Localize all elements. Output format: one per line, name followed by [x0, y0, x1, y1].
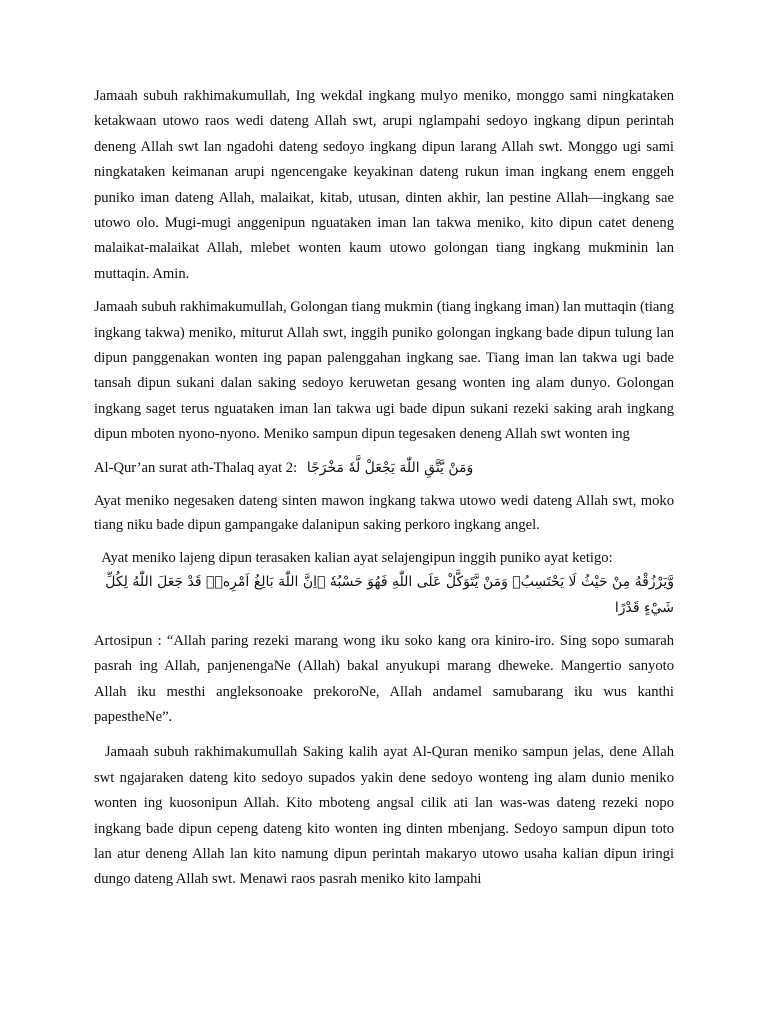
paragraph-closing-reflection: Jamaah subuh rakhimakumullah Saking kalih ayat Al-Quran meniko sampun jelas, dene Allah swt ngajaraken dateng kito sedoyo supados yakin dene sedoyo wonteng ing alam dunio meniko wonten ing kuosonipun Allah. Kito mboteng angsal cilik ati lan was-was dateng rezeki nopo ingkang bade dipun cepeng dateng kito wonten ing dinten mbenjang. Sedoyo sampun dipun toto lan atur deneng Allah lan kito namung dipun perintah makaryo utowo usaha kalian dipun iringi dungo dateng Allah swt. Menawi raos pasrah meniko kito lampahi [94, 744, 675, 888]
paragraph-third-verse [94, 547, 674, 621]
third-verse-intro: Ayat meniko lajeng dipun terasaken kalian ayat selajengipun inggih puniko ayat ketigo: [101, 549, 613, 566]
paragraph-believers-description: Jamaah subuh rakhimakumullah, Golongan tiang mukmin (tiang ingkang iman) lan muttaqin (tiang ingkang takwa) meniko, miturut Allah swt, inggih puniko golongan ingkang bade dipun tulung lan dipun panggenakan wonten ing papan palenggahan ingkang sae. Tiang iman lan takwa ugi bade tansah dipun sukani dalan saking sedoyo keruwetan gesang wonten ing alam dunyo. Golongan ingkang saget terus nguataken iman lan takwa ugi bade dipun sukani rezeki saking arah ingkang dipun mboten nyono-nyono. Meniko sampun dipun tegesaken deneng Allah swt wonten ing [94, 299, 674, 443]
paragraph-opening-sermon: Jamaah subuh rakhimakumullah, Ing wekdal ingkang mulyo meniko, monggo sami ningkataken ketakwaan utowo raos wedi dateng Allah swt, arupi nglampahi sedoyo ingkang dipun perintah deneng Allah swt lan ngadohi dateng sedoyo ingkang dipun larang Allah swt. Monggo ugi sami ningkataken keimanan arupi ngencengake keyakinan dateng rukun iman ingkang enem enggeh puniko iman dateng Allah, malaikat, kitab, utusan, dinten akhir, lan pestine Allah—ingkang sae utowo olo. Mugi-mugi anggenipun nguataken iman lan takwa meniko, kito dipun catet deneng malaikat-malaikat Allah, mlebet wonten kaum utowo golongan tiang ingkang mukminin lan muttaqin. Amin. [94, 88, 674, 282]
paragraph-verse-explanation: Ayat meniko negesaken dateng sinten mawon ingkang takwa utowo wedi dateng Allah swt, moko tiang niku bade dipun gampangake dalanipun saking perkoro ingkang angel. [94, 492, 674, 533]
paragraph-quran-citation [94, 456, 674, 480]
arabic-verse-ath-thalaq-2: وَمَنْ يَّتَّقِ اللّٰهَ يَجْعَلْ لَّهٗ مَخْرَجًا [306, 459, 474, 476]
arabic-verse-ath-thalaq-3: وَّيَرْزُقْهُ مِنْ حَيْثُ لَا يَحْتَسِبُۗ وَمَنْ يَّتَوَكَّلْ عَلَى اللّٰهِ فَهُوَ حَسْبُهٗ ۗاِنَّ اللّٰهَ بَالِغُ اَمْرِهٖۗ قَدْ جَعَلَ اللّٰهُ لِكُلِّ شَيْءٍ قَدْرًا [105, 573, 674, 616]
citation-label: Al-Qur’an surat ath-Thalaq ayat 2: [94, 459, 298, 476]
paragraph-translation: Artosipun : “Allah paring rezeki marang wong iku soko kang ora kiniro-iro. Sing sopo sumarah pasrah ing Allah, panjenengaNe (Allah) bakal anyukupi marang dheweke. Mangertio sanyoto Allah iku mesthi angleksonoake prekoroNe, Allah andamel samubarang iku wus kanthi papestheNe”. [94, 632, 674, 725]
document-page [94, 84, 674, 893]
